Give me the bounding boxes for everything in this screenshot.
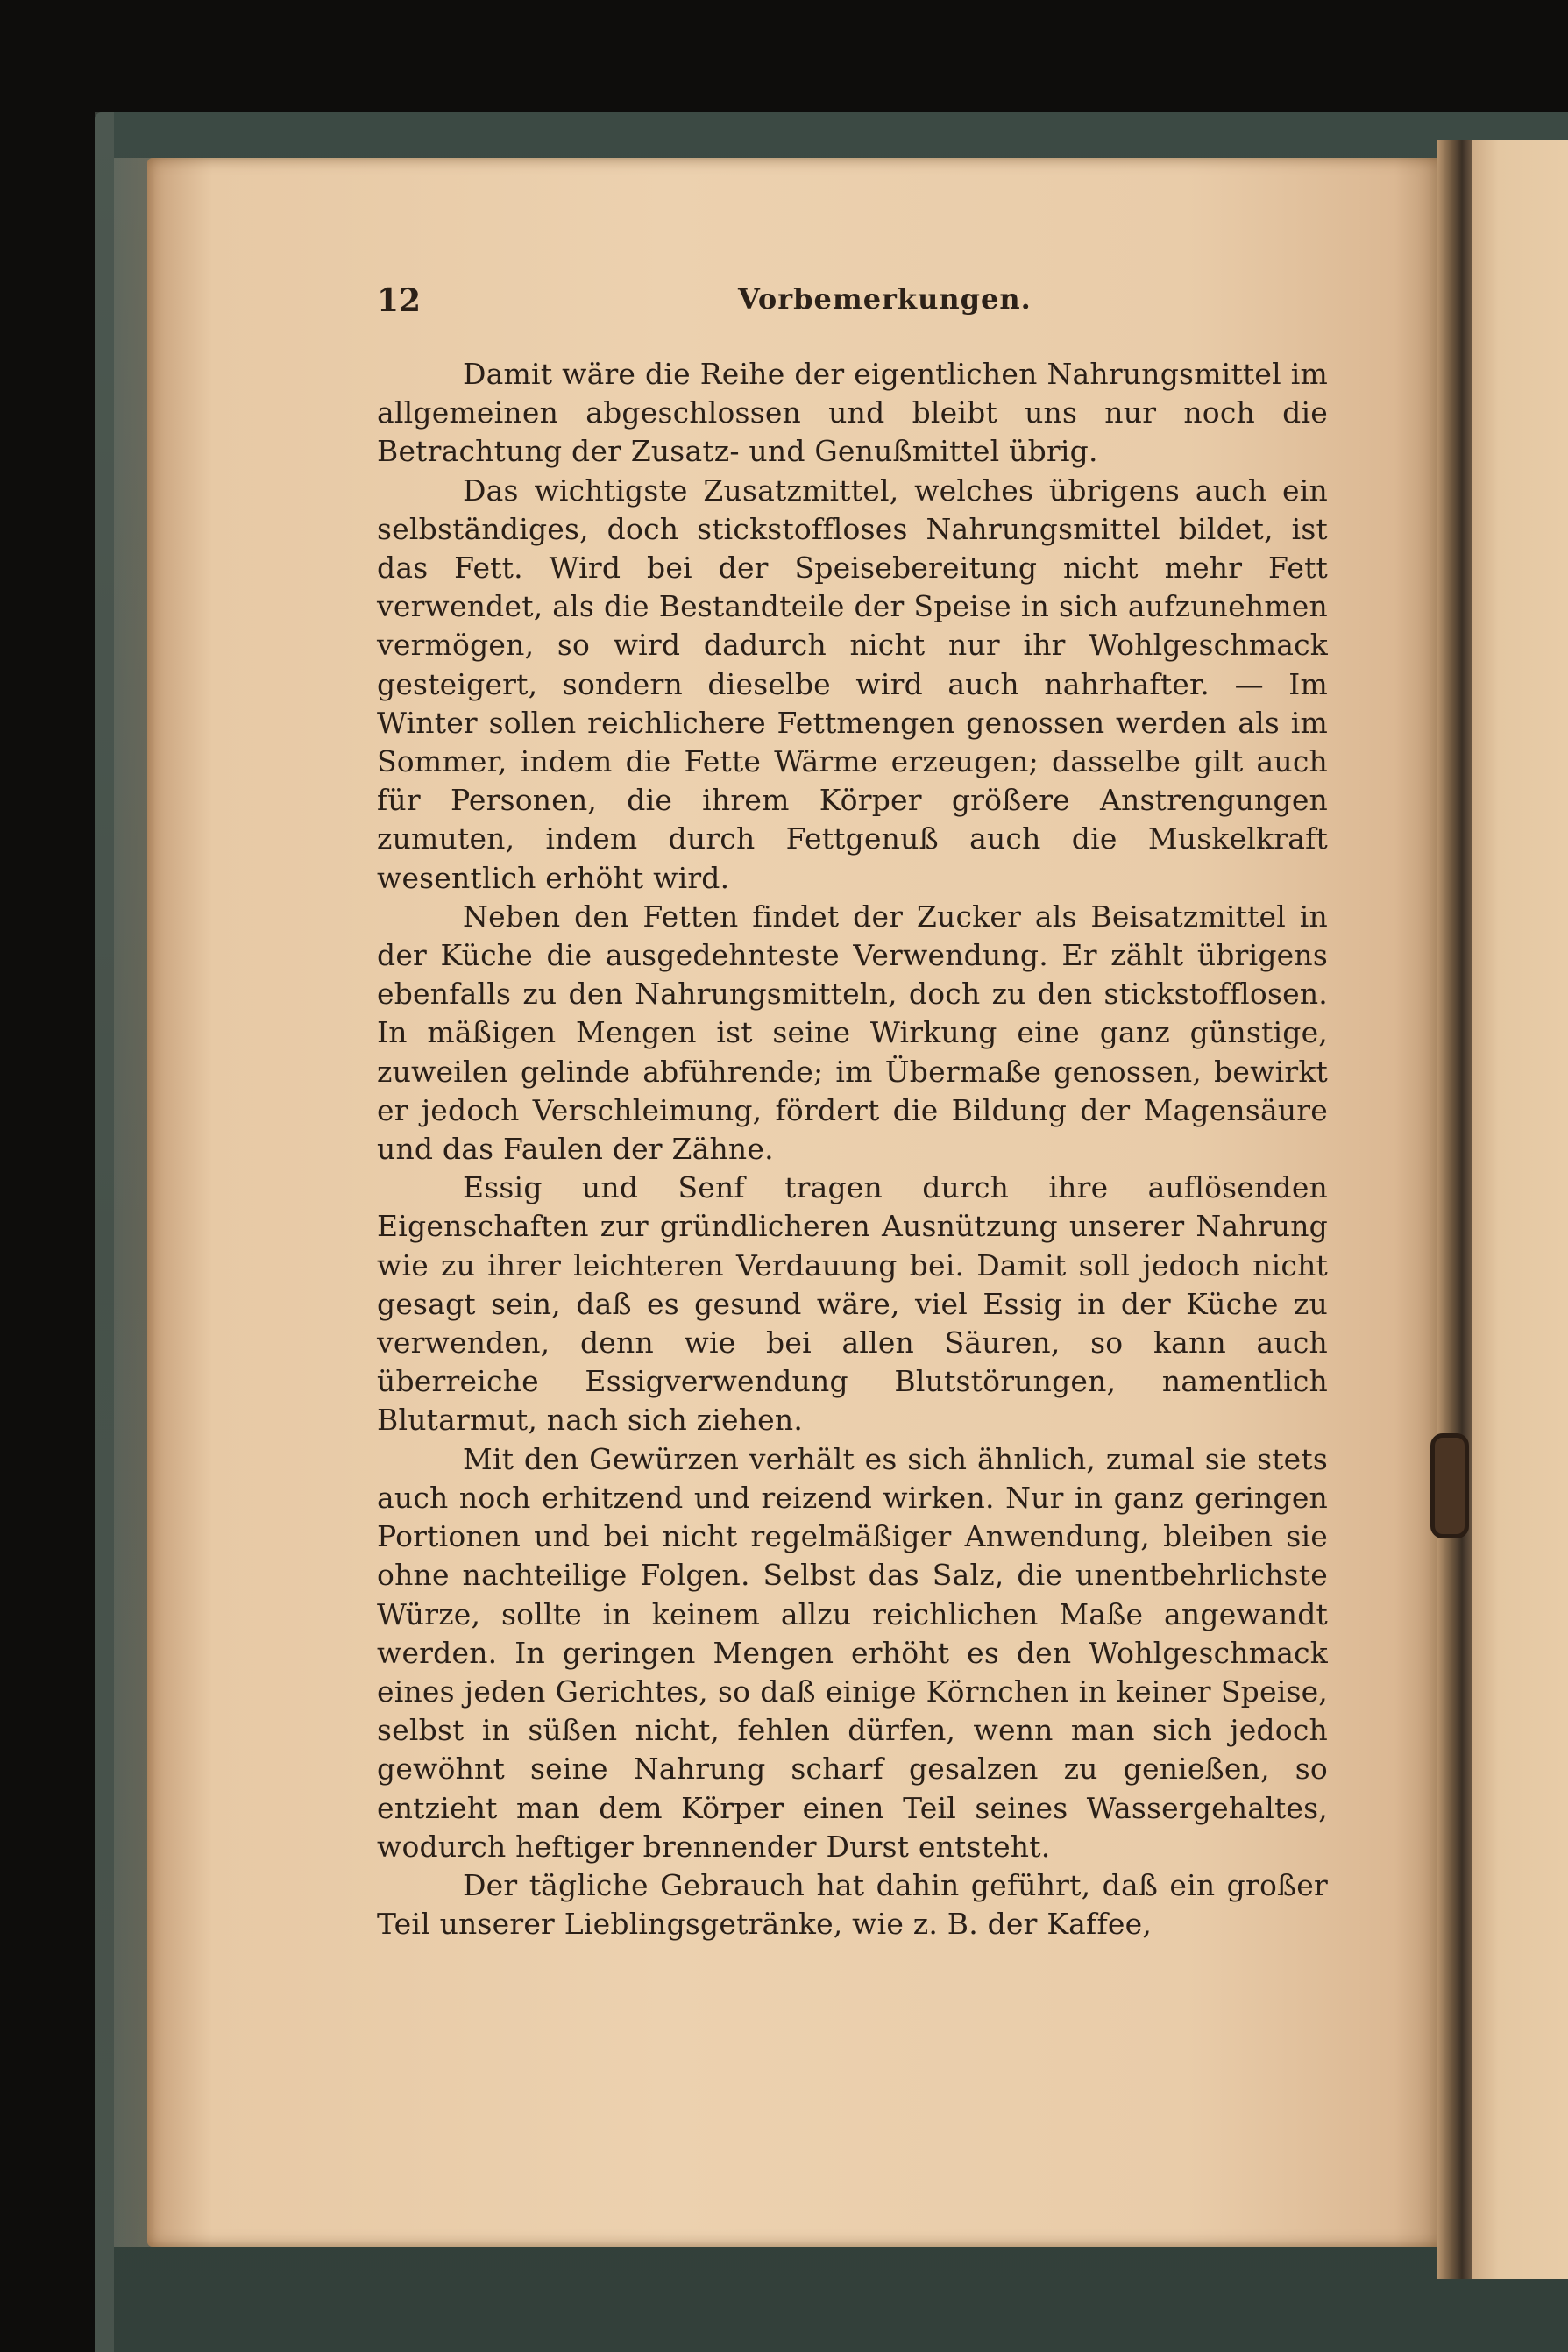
running-head: Vorbemerkungen. <box>738 282 1032 316</box>
paragraph: Essig und Senf tragen durch ihre auflösenden Eigenschaften zur gründlicheren Ausnützung unserer Nahrung wie zu ihrer leichteren Verdauung bei. Damit soll jedoch nicht gesagt sein, daß es gesund wäre, viel Essig in der Küche zu verwenden, denn wie bei allen Säuren, so kann auch überreiche Essigverwendung Blutstörungen, namentlich Blutarmut, nach sich ziehen. <box>377 1170 1328 1438</box>
paragraph: Das wichtigste Zusatzmittel, welches übrigens auch ein selbständiges, doch stickstoffloses Nahrungsmittel bildet, ist das Fett. Wird bei der Speisebereitung nicht mehr Fett verwendet, als die Bestandteile der Speise in sich aufzunehmen vermögen, so wird dadurch nicht nur ihr Wohlgeschmack gesteigert, sondern dieselbe wird auch nahrhafter. — Im Winter sollen reichlichere Fettmengen genossen werden als im Sommer, indem die Fette Wärme erzeugen; dasselbe gilt auch für Personen, die ihrem Körper größere Anstrengungen zumuten, indem durch Fettgenuß auch die Muskelkraft wesentlich erhöht wird. <box>377 473 1328 895</box>
binding-thread <box>1430 1433 1469 1538</box>
book-gutter <box>1437 140 1472 2279</box>
body-text <box>377 355 1328 1943</box>
paragraph: Neben den Fetten findet der Zucker als Beisatzmittel in der Küche die ausgedehnteste Verwendung. Er zählt übrigens ebenfalls zu den Nahrungsmitteln, doch zu den stickstofflosen. In mäßigen Mengen ist seine Wirkung eine ganz günstige, zuweilen gelinde abführende; im Übermaße genossen, bewirkt er jedoch Verschleimung, fördert die Bildung der Magensäure und das Faulen der Zähne. <box>377 899 1328 1167</box>
page-number: 12 <box>377 282 422 319</box>
cover-edge <box>95 112 114 2352</box>
right-page <box>1469 140 1568 2279</box>
paragraph: Damit wäre die Reihe der eigentlichen Nahrungsmittel im allgemeinen abgeschlossen und bleibt uns nur noch die Betrachtung der Zusatz- und Genußmittel übrig. <box>377 357 1328 469</box>
paragraph: Mit den Gewürzen verhält es sich ähnlich, zumal sie stets auch noch erhitzend und reizend wirken. Nur in ganz geringen Portionen und bei nicht regelmäßiger Anwendung, bleiben sie ohne nachteilige Folgen. Selbst das Salz, die unentbehrlichste Würze, sollte in keinem allzu reichlichen Maße angewandt werden. In geringen Mengen erhöht es den Wohlgeschmack eines jeden Gerichtes, so daß einige Körnchen in keiner Speise, selbst in süßen nicht, fehlen dürfen, wenn man sich jedoch gewöhnt seine Nahrung scharf gesalzen zu genießen, so entzieht man dem Körper einen Teil seines Wassergehaltes, wodurch heftiger brennender Durst entsteht. <box>377 1441 1328 1864</box>
paragraph: Der tägliche Gebrauch hat dahin geführt, daß ein großer Teil unserer Lieblingsgetränke, wie z. B. der Kaffee, <box>377 1867 1328 1942</box>
